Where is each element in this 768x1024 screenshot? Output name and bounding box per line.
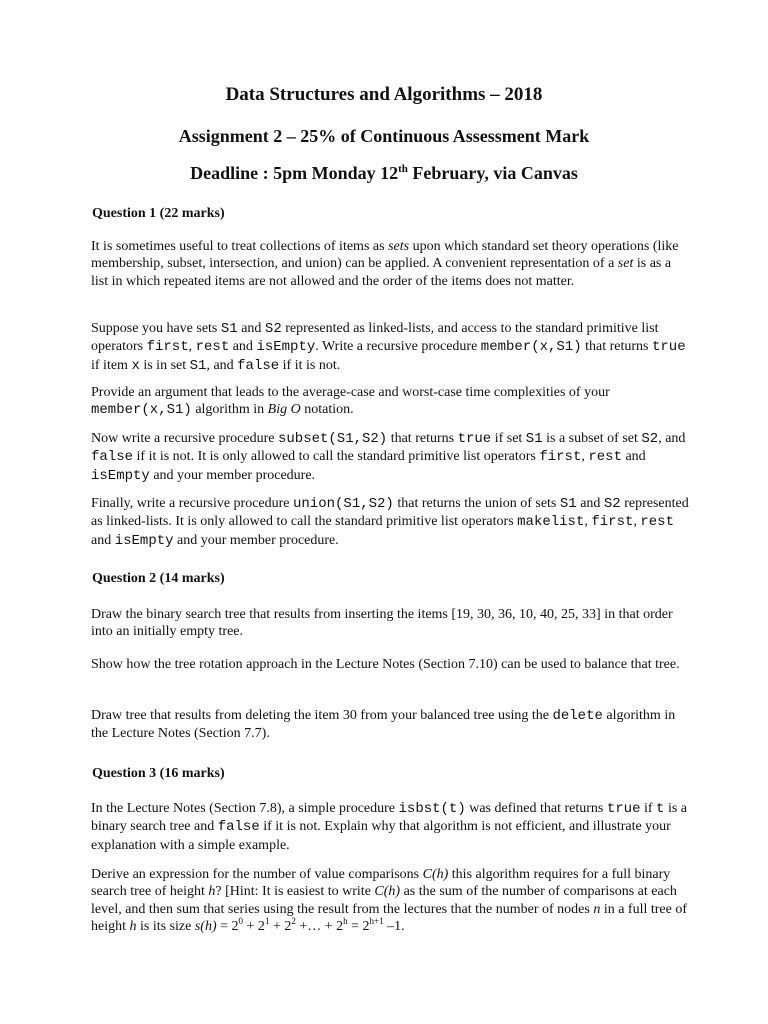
text: , [633,514,641,530]
text: this algorithm requires for a full binary search tree of height [91,867,671,900]
text: , and [658,431,686,446]
text: that returns [387,431,458,446]
text: and [229,339,257,355]
math: n [593,901,601,917]
text: and [237,321,265,336]
code: true [457,431,492,447]
document-subtitle: Assignment 2 – 25% of Continuous Assessment Mark [178,126,590,146]
code: S1 [559,496,577,512]
math: = 2 [347,918,370,934]
math: C(h) [374,884,401,900]
q2-paragraph-2 [91,656,691,673]
deadline-text: Deadline : 5pm Monday 12 [190,163,399,183]
text: is its size [136,918,195,934]
code: false [217,819,260,836]
text: Provide an argument that leads to the average-case and worst-case time complexities of your [91,385,610,400]
question-3-heading: Question 3 (16 marks) [92,766,225,781]
text: notation. [300,402,354,418]
text: and [621,449,646,465]
code: isEmpty [91,467,150,484]
q1-paragraph-3 [91,384,691,420]
emphasis: set [617,256,634,272]
math: h [129,918,137,934]
exponent: 1 [264,915,270,926]
q1-paragraph-5 [91,495,691,550]
deadline-ordinal: th [398,163,408,175]
text: , [581,449,589,465]
text: ? [Hint: It is easiest to write [215,884,375,900]
text: is a subset of set [542,431,642,446]
text: Derive an expression for the number of value comparisons [91,867,423,882]
emphasis: sets [388,239,410,254]
question-1-heading: Question 1 (22 marks) [92,206,225,221]
text: , [188,339,196,355]
text: . Write a recursive procedure [315,339,481,355]
text: represented as linked-lists, and access to the standard primitive list operators [91,321,659,355]
text: and [91,532,115,548]
text: Show how the tree rotation approach in the Lecture Notes (Section 7.10) can be used to balance that tree. [91,657,680,672]
code: isbst(t) [398,801,466,817]
text: and [576,496,604,511]
text: and your [149,467,207,483]
q2-paragraph-3 [91,707,691,743]
text: Now write a recursive procedure [91,431,278,446]
text: Suppose you have sets [91,321,221,336]
exponent: h+1 [369,915,384,926]
text: algorithm in [191,402,268,418]
exponent: 0 [238,915,244,926]
math: h [208,884,216,900]
code: first [146,339,189,356]
text: was defined that returns [465,801,607,816]
math: = 2 [216,918,239,934]
text: procedure. [252,467,316,483]
math: + 2 [269,918,292,934]
code: rest [195,339,230,356]
code: isEmpty [114,532,174,549]
text: if it is not. Explain why that algorithm is not efficient, and illustrate your explanation with a simple example. [91,819,671,853]
text: if set [491,431,526,446]
text: procedure. [275,532,339,548]
exponent: h [343,915,348,926]
code: makelist [517,514,585,531]
text: if it is not. It is only allowed to call the standard primitive list operators [133,449,540,465]
code: first [591,514,634,531]
text: if [640,801,657,816]
text: In the Lecture Notes (Section 7.8), a simple procedure [91,801,399,816]
deadline-rest: February, via Canvas [407,163,578,183]
text: that returns [581,339,652,355]
emphasis: Big O [267,402,301,418]
code: rest [640,514,674,531]
code: member(x,S1) [480,339,582,356]
code: rest [588,449,622,466]
text: in a full tree of height [91,901,687,934]
text: Finally, write a recursive procedure [91,496,294,511]
code: member(x,S1) [91,402,192,419]
code: S1 [220,321,238,337]
code: false [237,357,280,374]
question-2-heading: Question 2 (14 marks) [92,571,225,586]
code: false [91,449,134,466]
math: +… + 2 [295,918,344,934]
text: algorithm in the Lecture Notes (Section 7.7). [91,708,676,742]
text: is as a list in which repeated items are not allowed and the order of the items does not matter. [91,256,672,289]
q3-paragraph-1 [91,800,691,854]
q3-paragraph-2 [91,866,691,935]
math: s(h) [194,918,217,934]
code: first [539,449,582,466]
math: + 2 [243,918,265,934]
q2-paragraph-1 [91,606,691,641]
code: S2 [603,496,621,512]
code: S1 [189,357,207,374]
text: Draw tree that results from deleting the item 30 from your balanced tree using the [91,708,553,723]
code: isEmpty [256,339,316,356]
code: true [652,339,686,356]
code: S2 [641,431,659,447]
code: union(S1,S2) [293,496,394,512]
document-title: Data Structures and Algorithms – 2018 [225,84,543,105]
code: x [131,357,140,374]
text: and your [173,532,230,548]
text: upon which standard set theory operations (like membership, subset, intersection, and union) can be applied. A convenient representation of a [91,239,679,272]
text: if item [91,357,132,373]
code: S2 [264,321,282,337]
text: represented as linked-lists. It is only allowed to call the standard primitive list operators [91,496,689,530]
deadline-line [0,163,768,184]
text: It is sometimes useful to treat collections of items as [91,239,389,254]
math: –1. [383,918,405,934]
text: is in set [139,357,190,373]
text: is a binary search tree and [91,801,687,835]
text: that returns the union of sets [393,496,560,511]
text: member [206,467,253,483]
text: , [584,514,592,530]
code: subset(S1,S2) [277,431,388,447]
code: t [656,801,665,817]
code: true [606,801,641,817]
code: S1 [525,431,543,447]
math: C(h) [422,867,449,882]
text: if it is not. [279,357,341,373]
q1-paragraph-2 [91,320,691,375]
exponent: 2 [291,915,296,926]
text: member [229,532,276,548]
text: Draw the binary search tree that results from inserting the items [19, 30, 36, 10, 40, 25, 33] in that order into an initially empty tree. [91,607,673,640]
code: delete [552,708,603,724]
q1-paragraph-1 [91,238,691,290]
text: as the sum of the number of comparisons at each level, and then sum that series using the result from the lectures that the number of nodes [91,884,677,917]
text: , and [206,357,238,373]
q1-paragraph-4 [91,430,691,485]
